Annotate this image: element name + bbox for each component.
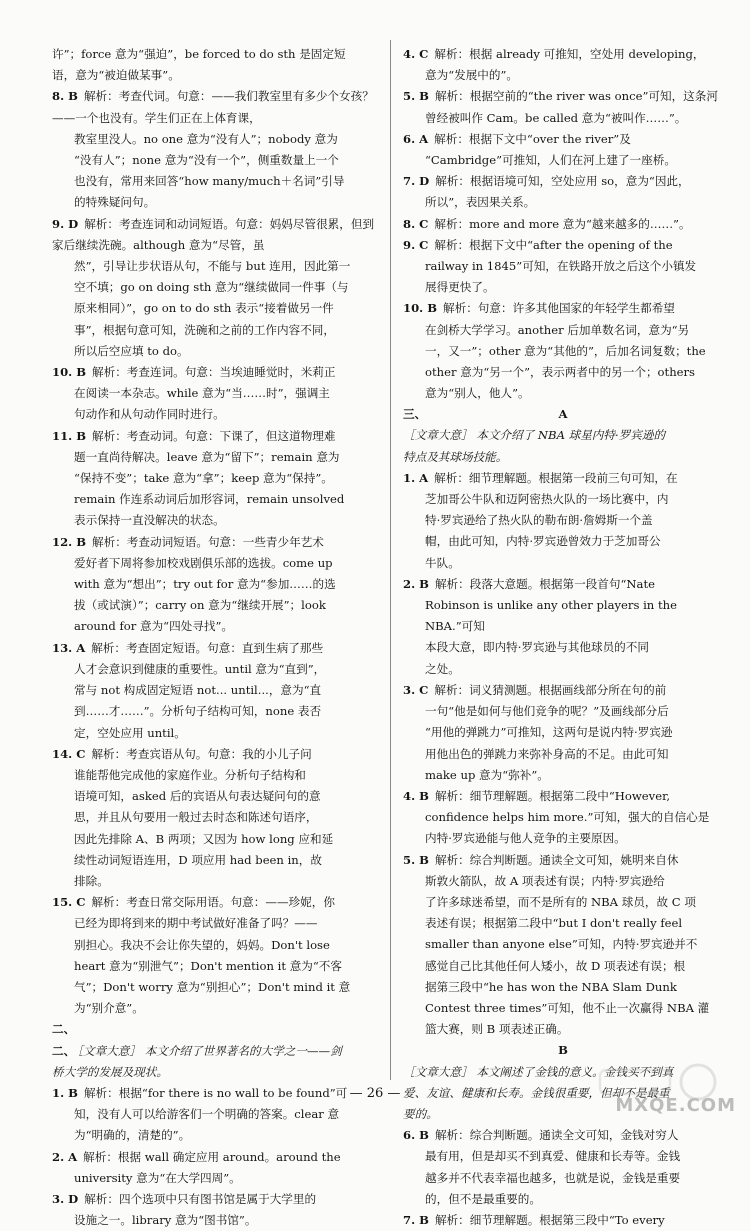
answer-line: 最有用，但是却买不到真爱、健康和长寿等。金钱 — [425, 1149, 681, 1164]
answer-number: 7. D — [403, 174, 430, 189]
answer-number: 2. A — [52, 1149, 78, 1164]
answer-number: 3. D — [52, 1191, 79, 1206]
answer-line: 许”；force 意为“强迫”，be forced to do sth 是固定短 — [52, 47, 346, 61]
answer-line: “Cambridge”可推知，人们在河上建了一座桥。 — [425, 153, 676, 168]
answer-line: 气”；Don't worry 意为“别担心”；Don't mind it 意 — [74, 979, 351, 994]
answer-line: 的，但不是最重要的。 — [425, 1191, 541, 1206]
answer-text: 解析：段落大意题。根据第一段首句“Nate — [434, 576, 655, 591]
answer-number: 3. C — [403, 682, 429, 697]
answer-text: 解析：考查连词和动词短语。句意：妈妈尽管很累，但到家后继续洗碗。although 意为“尽管，虽 — [52, 216, 375, 252]
answer-line — [52, 1189, 379, 1210]
answer-text: 解析：考查代词。句意：——我们教室里有多少个女孩？——一个也没有。学生们正在上体育课， — [52, 89, 374, 125]
answer-item — [403, 44, 723, 86]
answer-line: 了许多球迷希望，而不是所有的 NBA 球员，故 C 项 — [425, 894, 696, 909]
answer-line: 定，空处应用 until。 — [74, 725, 186, 740]
answer-line — [403, 298, 723, 319]
answer-line: 意为“发展中的”。 — [425, 68, 519, 83]
answer-line: 句动作和从句动作同时进行。 — [74, 407, 225, 422]
answer-text: 解析：综合判断题。通读全文可知，金钱对穷人 — [434, 1128, 679, 1143]
answer-item — [403, 1210, 723, 1231]
answer-item — [403, 129, 723, 171]
answer-line: 越多并不代表幸福也越多，也就是说，金钱是重要 — [425, 1170, 681, 1185]
answer-line: 芝加哥公牛队和迈阿密热火队的一场比赛中，内 — [425, 492, 669, 507]
answer-line — [52, 532, 379, 553]
answer-number: 4. B — [403, 788, 429, 803]
answer-line: 语境可知，asked 后的宾语从句表达疑问句的意 — [74, 789, 321, 804]
answer-line: 事”，根据句意可知，洗碗和之前的工作内容不同， — [74, 322, 335, 337]
answer-item — [52, 532, 379, 638]
answer-line — [403, 129, 723, 150]
answer-number: 2. B — [403, 576, 429, 591]
answer-line: 排除。 — [74, 873, 109, 888]
answer-line: 知，没有人可以给游客们一个明确的答案。clear 意 — [74, 1107, 340, 1122]
answer-line — [403, 680, 723, 701]
watermark-text: MXQE.COM — [615, 1095, 736, 1116]
answer-number: 4. C — [403, 47, 429, 61]
answer-item — [403, 786, 723, 850]
answer-line — [52, 638, 379, 659]
answer-number: 13. A — [52, 640, 86, 655]
answer-text: 解析：根据下文中“over the river”及 — [434, 131, 631, 146]
answer-item — [403, 680, 723, 786]
answer-line: 感觉自己比其他任何人矮小，故 D 项表述有误；根 — [425, 958, 686, 973]
answer-text: 解析：考查动词短语。句意：一些青少年艺术 — [92, 534, 324, 549]
answer-line — [52, 362, 379, 383]
answer-item — [52, 1147, 379, 1189]
answer-line: 续性动词短语连用，D 项应用 had been in，故 — [74, 852, 322, 867]
answer-line: 的特殊疑问句。 — [74, 195, 156, 210]
answer-line — [52, 744, 379, 765]
right-column — [403, 44, 723, 1231]
answer-number: 10. B — [403, 301, 438, 316]
answer-number: 9. D — [52, 216, 79, 231]
article-summary-line — [52, 1041, 379, 1062]
answer-line: 在剑桥大学学习。another 后加单数名词，意为“另 — [425, 322, 690, 337]
answer-line — [52, 892, 379, 913]
answer-item — [52, 426, 379, 532]
answer-line — [403, 1125, 723, 1146]
answer-line: 意为“别人，他人”。 — [425, 386, 530, 401]
answer-text: 解析：考查日常交际用语。句意：——珍妮，你 — [91, 895, 335, 910]
answer-line: 篮大赛，则 B 项表述正确。 — [425, 1022, 569, 1037]
answer-line: 原来相同）”，go on to do sth 表示“接着做另一件 — [74, 301, 334, 316]
answer-number: 6. B — [403, 1128, 429, 1143]
answer-line: 因此先排除 A、B 两项；又因为 how long 应和延 — [74, 831, 334, 846]
answer-item — [52, 214, 379, 362]
left-column — [52, 44, 379, 1231]
answer-line: around for 意为“四处寻找”。 — [74, 619, 233, 634]
answer-line: 语，意为“被迫做某事”。 — [52, 68, 180, 83]
answer-line: 到……才……”。分析句子结构可知，none 表否 — [74, 704, 322, 719]
answer-line: 展得更快了。 — [425, 280, 495, 295]
answer-text: 解析：词义猜测题。根据画线部分所在句的前 — [434, 682, 667, 697]
answer-line — [403, 235, 723, 256]
answer-item — [52, 362, 379, 426]
answer-item — [403, 468, 723, 574]
section-number — [403, 404, 723, 425]
answer-line: heart 意为“别泄气”；Don't mention it 意为“不客 — [74, 958, 342, 973]
answer-line: 表示保持一直没解决的状态。 — [74, 513, 225, 528]
passage-heading: A — [558, 407, 568, 422]
answer-number: 8. C — [403, 216, 429, 231]
answer-line: Robinson is unlike any other players in the NBA.”可知 — [425, 598, 677, 634]
answer-line: university 意为“在大学四周”。 — [74, 1170, 241, 1185]
answer-line: 思，并且从句要用一般过去时态和陈述句语序， — [74, 810, 318, 825]
answer-line: 斯敦火箭队，故 A 项表述有误；内特·罗宾逊给 — [425, 873, 665, 888]
article-summary-line: 特点及其球场技能。 — [403, 449, 508, 464]
answer-line: 本段大意，即内特·罗宾逊与其他球员的不同 — [425, 640, 649, 655]
answer-text: 解析：根据 already 可推知，空处用 developing， — [434, 47, 705, 61]
answer-text: 解析：考查连词。句意：当埃迪睡觉时，米莉正 — [92, 365, 336, 380]
answer-item — [403, 214, 723, 235]
answer-item — [403, 86, 723, 128]
answer-line: 一，又一”；other 意为“其他的”，后加名词复数；the — [425, 343, 706, 358]
answer-line — [52, 86, 379, 128]
article-summary-line: ［文章大意］ 本文阐述了金钱的意义。金钱买不到真 — [403, 1064, 674, 1079]
answer-line: railway in 1845”可知，在铁路开放之后这个小镇发 — [425, 259, 697, 274]
answer-number: 7. B — [403, 1212, 429, 1227]
article-summary-line: 爱、友谊、健康和长寿。金钱很重要，但却不是最重 — [403, 1085, 670, 1100]
answer-item — [52, 1189, 379, 1231]
answer-item — [403, 298, 723, 404]
answer-line: 拔（或试演）”；carry on 意为“继续开展”；look — [74, 598, 326, 613]
answer-text: 解析：根据下文中“after the opening of the — [434, 237, 673, 252]
answer-text: 解析：考查动词。句意：下课了，但这道物理难 — [92, 428, 336, 443]
answer-number: 9. C — [403, 237, 429, 252]
answer-item — [403, 1125, 723, 1210]
answer-line: 所以”，表因果关系。 — [425, 195, 536, 210]
answer-line: 为“明确的，清楚的”。 — [74, 1128, 191, 1143]
answer-line: 曾经被叫作 Cam。be called 意为“被叫作……”。 — [425, 110, 687, 125]
answer-text: 解析：细节理解题。根据第三段中“To every — [434, 1212, 665, 1227]
answer-line: 然”，引导让步状语从句，不能与 but 连用，因此第一 — [74, 259, 351, 274]
passage-heading: B — [558, 1043, 568, 1058]
answer-item — [52, 44, 379, 86]
answer-number: 10. B — [52, 365, 87, 380]
article-summary-text: ［文章大意］ 本文介绍了世界著名的大学之一——剑 — [77, 1043, 342, 1058]
answer-text: 解析：根据“for there is no wall to be found”可 — [83, 1085, 348, 1100]
answer-number: 11. B — [52, 428, 87, 443]
answer-line: smaller than anyone else”可知，内特·罗宾逊并不 — [425, 937, 698, 952]
answer-number: 8. B — [52, 89, 78, 104]
answer-text: 解析：四个选项中只有图书馆是属于大学里的 — [84, 1191, 317, 1206]
answer-text: 解析：句意：许多其他国家的年轻学生都希望 — [443, 301, 675, 316]
answer-number: 5. B — [403, 89, 429, 104]
answer-line: 之处。 — [425, 661, 460, 676]
answer-item — [52, 892, 379, 1019]
answer-text: 解析：综合判断题。通读全文可知，姚明来自休 — [434, 852, 679, 867]
article-summary-line: ［文章大意］ 本文介绍了 NBA 球星内特·罗宾逊的 — [403, 428, 666, 443]
answer-line — [403, 86, 723, 107]
answer-line: 特·罗宾逊给了热火队的勒布朗·詹姆斯一个盖 — [425, 513, 653, 528]
answer-text: 解析：根据 wall 确定应用 around。around the — [83, 1149, 341, 1164]
page-number: — 26 — — [349, 1086, 401, 1101]
answer-line: 据第三段中“he has won the NBA Slam Dunk — [425, 979, 677, 994]
answer-line — [403, 786, 723, 807]
answer-line: 在阅读一本杂志。while 意为“当……时”，强调主 — [74, 386, 330, 401]
answer-item — [403, 235, 723, 299]
answer-line: 爱好者下周将参加校戏剧俱乐部的选拔。come up — [74, 555, 333, 570]
answer-line — [403, 44, 723, 65]
article-summary-line: 桥大学的发展及现状。 — [52, 1064, 168, 1079]
answer-line: 所以后空应填 to do。 — [74, 343, 189, 358]
article-summary-line: 要的。 — [403, 1106, 438, 1121]
answer-line: 表述有误；根据第二段中“but I don't really feel — [425, 916, 683, 931]
answer-number: 12. B — [52, 534, 87, 549]
section-number: 二、 — [52, 1022, 76, 1037]
answer-line — [403, 850, 723, 871]
answer-line: 内特·罗宾逊能与他人竞争的主要原因。 — [425, 831, 626, 846]
answer-line: confidence helps him more.”可知，强大的自信心是 — [425, 810, 710, 825]
answer-line: 已经为即将到来的期中考试做好准备了吗？—— — [74, 916, 318, 931]
answer-line: 设施之一。library 意为“图书馆”。 — [74, 1213, 257, 1228]
answer-line: “用他的弹跳力”可推知，这两句是说内特·罗宾逊 — [425, 725, 673, 740]
answer-line — [403, 574, 723, 595]
answer-number: 6. A — [403, 131, 429, 146]
section-number: 二、 — [52, 1043, 76, 1058]
answer-line: 为“别介意”。 — [74, 1001, 144, 1016]
answer-line: 用他出色的弹跳力来弥补身高的不足。由此可知 — [425, 746, 669, 761]
answer-text: 解析：考查宾语从句。句意：我的小儿子问 — [91, 746, 312, 761]
answer-line: 谁能帮他完成他的家庭作业。分析句子结构和 — [74, 767, 306, 782]
answer-line: remain 作连系动词后加形容词，remain unsolved — [74, 492, 345, 507]
answer-text: 解析：细节理解题。根据第一段前三句可知，在 — [434, 470, 678, 485]
answer-line: 人才会意识到健康的重要性。until 意为“直到”， — [74, 661, 326, 676]
answer-line: “保持不变”；take 意为“拿”；keep 意为“保持”。 — [74, 471, 333, 486]
answer-line: make up 意为“弥补”。 — [425, 767, 549, 782]
answer-line: 教室里没人。no one 意为“没有人”；nobody 意为 — [74, 131, 338, 146]
answer-item — [52, 744, 379, 892]
answer-line — [52, 426, 379, 447]
answer-line: 也没有，常用来回答“how many/much＋名词”引导 — [74, 174, 345, 189]
answer-text: 解析：more and more 意为“越来越多的……”。 — [434, 216, 691, 231]
answer-line: 题一直尚待解决。leave 意为“留下”；remain 意为 — [74, 449, 340, 464]
answer-text: 解析：考查固定短语。句意：直到生病了那些 — [91, 640, 324, 655]
answer-text: 解析：细节理解题。根据第二段中“However, — [434, 788, 671, 803]
answer-line — [52, 214, 379, 256]
answer-number: 1. A — [403, 470, 429, 485]
answer-item — [52, 638, 379, 744]
answer-number: 14. C — [52, 746, 86, 761]
answer-line: 空不填；go on doing sth 意为“继续做同一件事（与 — [74, 280, 349, 295]
answer-number: 5. B — [403, 852, 429, 867]
answer-line: 牛队。 — [425, 555, 460, 570]
answer-line: “没有人”；none 意为“没有一个”，侧重数量上一个 — [74, 153, 339, 168]
answer-line: 常与 not 构成固定短语 not... until...，意为“直 — [74, 683, 322, 698]
answer-item — [403, 574, 723, 680]
answer-text: 解析：根据语境可知，空处应用 so，意为“因此， — [435, 174, 690, 189]
answer-item — [403, 850, 723, 1041]
answer-line: 一句“他是如何与他们竞争的呢？”及画线部分后 — [425, 704, 669, 719]
answer-line: other 意为“另一个”，表示两者中的另一个；others — [425, 365, 696, 380]
answer-line: 别担心。我决不会让你失望的，妈妈。Don't lose — [74, 937, 330, 952]
column-divider — [390, 40, 391, 1080]
answer-line: 帽，由此可知，内特·罗宾逊曾效力于芝加哥公 — [425, 534, 661, 549]
answer-number: 1. B — [52, 1085, 78, 1100]
answer-item — [403, 171, 723, 213]
answer-number: 15. C — [52, 895, 86, 910]
answer-text: 解析：根据空前的“the river was once”可知，这条河 — [434, 89, 718, 104]
answer-line — [403, 468, 723, 489]
answer-item — [52, 86, 379, 213]
answer-line: with 意为“想出”；try out for 意为“参加……的选 — [74, 577, 336, 592]
section-label: 三、 — [403, 407, 427, 422]
answer-line — [403, 1210, 723, 1231]
answer-line — [403, 214, 723, 235]
answer-line: Contest three times”可知，他不止一次赢得 NBA 灌 — [425, 1000, 710, 1015]
answer-line — [403, 171, 723, 192]
answer-line — [52, 1147, 379, 1168]
